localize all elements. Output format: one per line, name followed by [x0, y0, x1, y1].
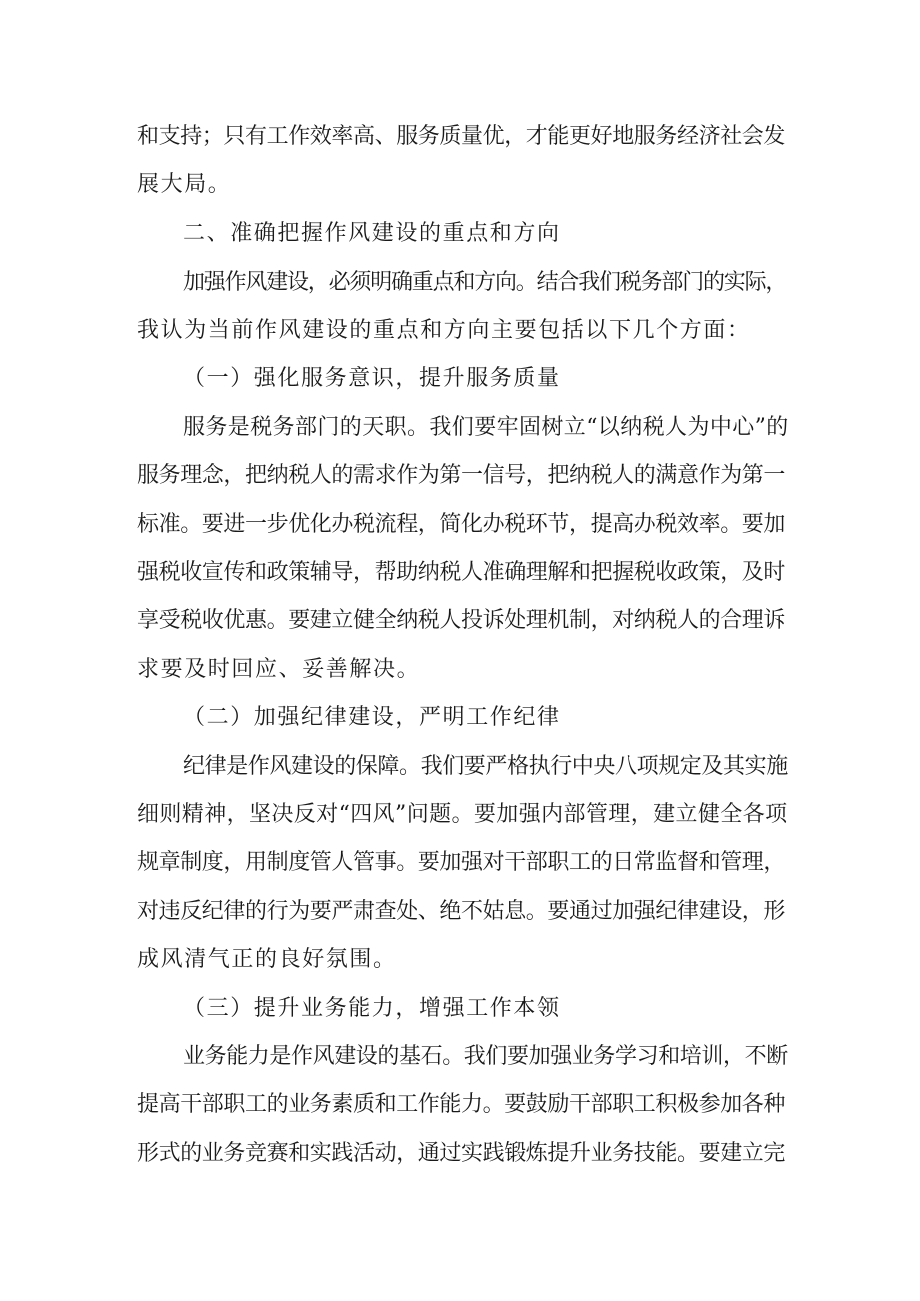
body-text-line: 展大局。 — [137, 172, 232, 197]
body-text-line: 强税收宣传和政策辅导，帮助纳税人准确理解和把握税收政策，及时 — [137, 560, 786, 585]
body-text-line: 服务是税务部门的天职。我们要牢固树立“以纳税人为中心”的 — [183, 415, 789, 440]
body-text-line: 标准。要进一步优化办税流程，简化办税环节，提高办税效率。要加 — [137, 512, 786, 537]
subsection-heading: （一）强化服务意识，提升服务质量 — [183, 366, 561, 391]
body-text-line: 和支持；只有工作效率高、服务质量优，才能更好地服务经济社会发 — [137, 124, 786, 149]
section-heading: 二、准确把握作风建设的重点和方向 — [183, 221, 561, 246]
body-text-line: 加强作风建设，必须明确重点和方向。结合我们税务部门的实际， — [183, 270, 787, 295]
body-text-line: 细则精神，坚决反对“四风”问题。要加强内部管理，建立健全各项 — [137, 802, 788, 827]
body-text-line: 形式的业务竞赛和实践活动，通过实践锻炼提升业务技能。要建立完 — [137, 1141, 786, 1166]
body-text-line: 成风清气正的良好氛围。 — [137, 947, 397, 972]
body-text-line: 求要及时回应、妥善解决。 — [137, 657, 421, 682]
body-text-line: 我认为当前作风建设的重点和方向主要包括以下几个方面： — [137, 318, 751, 343]
body-text-line: 对违反纪律的行为要严肃查处、绝不姑息。要通过加强纪律建设，形 — [137, 899, 786, 924]
body-text-line: 规章制度，用制度管人管事。要加强对干部职工的日常监督和管理， — [137, 850, 786, 875]
body-text-line: 业务能力是作风建设的基石。我们要加强业务学习和培训，不断 — [183, 1044, 788, 1069]
subsection-heading: （三）提升业务能力，增强工作本领 — [183, 996, 561, 1021]
body-text-line: 提高干部职工的业务素质和工作能力。要鼓励干部职工积极参加各种 — [137, 1092, 786, 1117]
subsection-heading: （二）加强纪律建设，严明工作纪律 — [183, 705, 561, 730]
body-text-line: 服务理念，把纳税人的需求作为第一信号，把纳税人的满意作为第一 — [137, 463, 786, 488]
body-text-line: 纪律是作风建设的保障。我们要严格执行中央八项规定及其实施 — [183, 754, 788, 779]
body-text-line: 享受税收优惠。要建立健全纳税人投诉处理机制，对纳税人的合理诉 — [137, 608, 786, 633]
